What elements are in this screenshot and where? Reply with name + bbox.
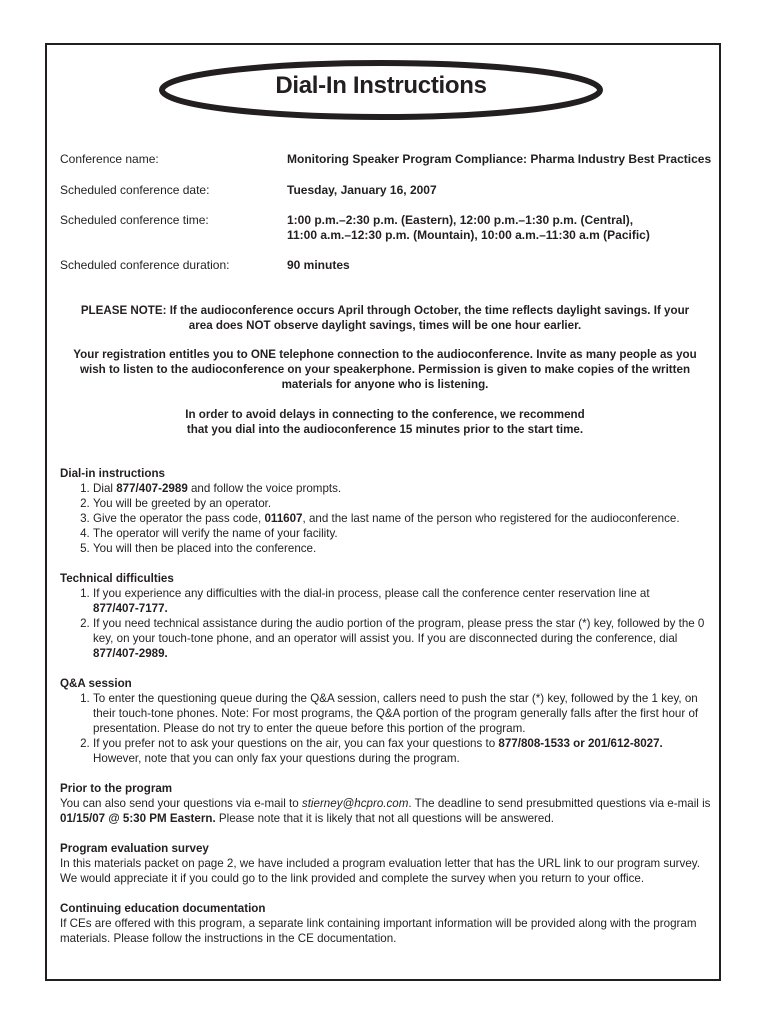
dial-in-title: Dial-in instructions (60, 467, 165, 480)
technical-title: Technical difficulties (60, 572, 174, 585)
list-item (93, 511, 712, 526)
qa-section (60, 676, 712, 766)
prior-section (60, 781, 712, 826)
delay-note (55, 407, 715, 437)
ce-text: If CEs are offered with this program, a separate link containing important information will be provided along with the program materials. Please follow the instructions in the CE documentation. (60, 917, 697, 945)
technical-section (60, 571, 712, 661)
qa-title: Q&A session (60, 677, 132, 690)
registration-note-line2: wish to listen to the audioconference on your speakerphone. Permission is given to make copies of the written (79, 363, 691, 376)
conference-time-line2: 11:00 a.m.–12:30 p.m. (Mountain), 10:00 a.m.–11:30 a.m (Pacific) (287, 228, 650, 242)
evaluation-section (60, 841, 712, 886)
qa-item2-text-end: However, note that you can only fax your questions during the program. (93, 752, 460, 765)
step1-text: Dial (93, 482, 117, 495)
conference-time-label: Scheduled conference time: (60, 213, 209, 227)
technical-item1-text: If you experience any difficulties with the dial-in process, please call the conference center reservation line at (93, 587, 650, 600)
conference-name-value: Monitoring Speaker Program Compliance: Pharma Industry Best Practices (287, 152, 712, 166)
registration-note (55, 347, 715, 392)
list-item (93, 616, 712, 661)
dial-in-steps (60, 481, 712, 556)
registration-note-line1: Your registration entitles you to ONE telephone connection to the audioconference. Invite as many people as you (73, 348, 697, 361)
ce-title: Continuing education documentation (60, 902, 266, 915)
daylight-note-line1: PLEASE NOTE: If the audioconference occurs April through October, the time reflects daylight savings. If your (80, 304, 690, 317)
conference-date-label: Scheduled conference date: (60, 183, 210, 197)
list-item (93, 736, 712, 766)
evaluation-text: In this materials packet on page 2, we have included a program evaluation letter that has the URL link to our program survey. We would appreciate it if you could go to the link provided and complete the survey when you return to your office. (60, 857, 700, 885)
prior-text-b: . The deadline to send presubmitted questions via e-mail is (408, 797, 711, 810)
list-item: 4. The operator will verify the name of your facility. (93, 526, 712, 541)
page-title: Dial-In Instructions (275, 72, 487, 99)
conference-time-line1: 1:00 p.m.–2:30 p.m. (Eastern), 12:00 p.m.–1:30 p.m. (Central), (287, 213, 634, 227)
email-address: stierney@hcpro.com (301, 797, 409, 810)
prior-text (60, 796, 712, 826)
reservation-number: 877/407-7177. (93, 602, 168, 615)
step1-text-end: and follow the voice prompts. (187, 482, 342, 495)
daylight-note (55, 303, 715, 333)
qa-items (60, 691, 712, 766)
daylight-note-line2: area does NOT observe daylight savings, times will be one hour earlier. (188, 319, 582, 332)
pass-code: 011607 (264, 512, 303, 525)
conference-duration-label: Scheduled conference duration: (60, 258, 230, 272)
redial-number: 877/407-2989. (93, 647, 168, 660)
prior-text-a: You can also send your questions via e-mail to (60, 797, 302, 810)
registration-note-line3: materials for anyone who is listening. (281, 378, 489, 391)
conference-name-label: Conference name: (60, 152, 159, 166)
list-item: 1. To enter the questioning queue during the Q&A session, callers need to push the star (*) key, followed by the 1 key, on their touch-tone phones. Note: For most programs, the Q&A portion of the program generally falls after the first hour of presentation. Please do not try to enter the queue before this portion of the program. (93, 691, 712, 736)
evaluation-title: Program evaluation survey (60, 842, 209, 855)
delay-note-line2: that you dial into the audioconference 15 minutes prior to the start time. (186, 423, 584, 436)
dial-in-section (60, 466, 712, 556)
prior-title: Prior to the program (60, 782, 173, 795)
list-item (93, 586, 712, 616)
technical-items (60, 586, 712, 661)
qa-item2-text: If you prefer not to ask your questions on the air, you can fax your questions to (93, 737, 499, 750)
fax-numbers: 877/808-1533 or 201/612-8027. (498, 737, 663, 750)
list-item (93, 481, 712, 496)
prior-text-c: Please note that it is likely that not all questions will be answered. (215, 812, 555, 825)
technical-item2-text: If you need technical assistance during the audio portion of the program, please press the star (*) key, followed by the 0 key, on your touch-tone phone, and an operator will assist you. If you are disconnected during the conference, dial (93, 617, 705, 645)
step3-text-end: , and the last name of the person who registered for the audioconference. (302, 512, 680, 525)
delay-note-line1: In order to avoid delays in connecting to the conference, we recommend (185, 408, 585, 421)
conference-time-value (287, 213, 717, 243)
conference-date-value: Tuesday, January 16, 2007 (287, 183, 437, 197)
instruction-sections (60, 466, 712, 961)
title-banner (158, 59, 604, 121)
ce-section (60, 901, 712, 946)
dial-number: 877/407-2989 (116, 482, 188, 495)
deadline: 01/15/07 @ 5:30 PM Eastern. (60, 812, 216, 825)
list-item: 2. You will be greeted by an operator. (93, 496, 712, 511)
step3-text: Give the operator the pass code, (93, 512, 265, 525)
conference-duration-value: 90 minutes (287, 258, 350, 272)
list-item: 5. You will then be placed into the conference. (93, 541, 712, 556)
